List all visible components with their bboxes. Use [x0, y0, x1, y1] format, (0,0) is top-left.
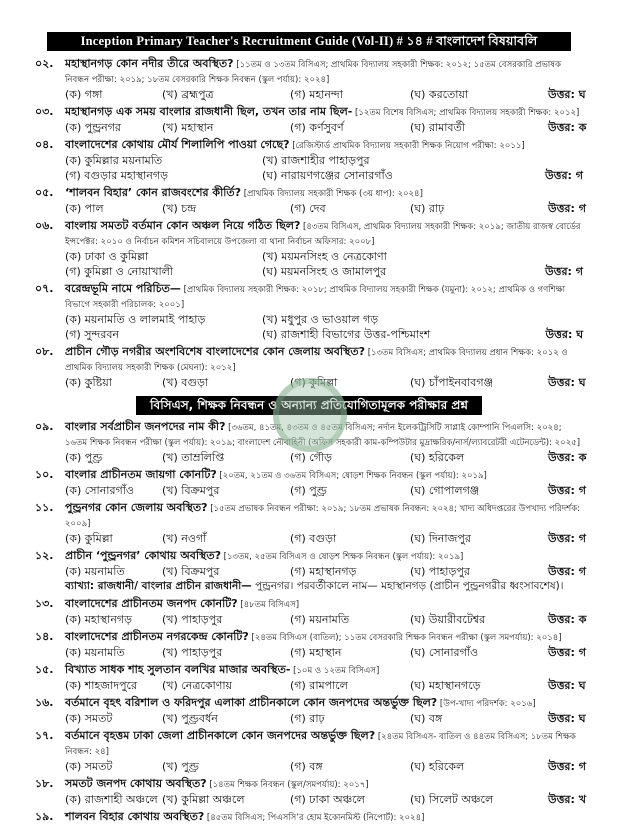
- options-group: [65, 564, 586, 579]
- question-block: [35, 729, 586, 774]
- option-item: (গ) মহানন্দা: [290, 88, 343, 101]
- explanation-label: ব্যাখ্যা: রাজধানী/ বাংলার প্রাচীন রাজধানী—: [65, 580, 252, 592]
- question-exam-ref: [প্রাথমিক বিদ্যালয় সহকারী শিক্ষক (৩য় ধাপ): ২০২৪]: [241, 189, 423, 199]
- option-item: (গ) রামপালে: [290, 679, 348, 692]
- question-text: বর্তমানে বৃহত্তম ঢাকা জেলা প্রাচীনকালে কোন জনপদের অন্তর্ভুক্ত ছিল?: [65, 729, 376, 742]
- option-row: [65, 375, 586, 390]
- question-line: [35, 105, 583, 120]
- option-item: (খ) কুমিল্লা অঞ্চলে: [162, 793, 245, 806]
- question-body: [65, 777, 583, 792]
- option-item: (ক) সমতট: [65, 712, 113, 725]
- question-block: [35, 597, 587, 627]
- question-body: [65, 630, 583, 645]
- question-list: [35, 57, 587, 825]
- option-item: (ক) পুন্ড্রনগর: [65, 121, 121, 134]
- option-item: (ঘ) রাঢ়: [410, 202, 445, 215]
- question-block: [35, 105, 587, 135]
- option-row: [65, 264, 583, 279]
- option-item: (গ) বগুড়া: [290, 532, 337, 545]
- option-row: [65, 312, 583, 327]
- question-body: [65, 420, 583, 450]
- answer-value: উত্তর: ক: [548, 121, 587, 134]
- option-item: (ঘ) রাজশাহী বিভাগের উত্তর-পশ্চিমাংশ: [262, 328, 431, 341]
- options-group: [65, 678, 586, 693]
- answer-value: উত্তর: ঘ: [548, 679, 586, 692]
- question-body: [65, 729, 583, 759]
- question-body: [65, 468, 583, 483]
- question-block: [35, 501, 586, 546]
- question-text: প্রাচীন ‘পুন্ড্রনগর’ কোথায় অবস্থিত?: [65, 549, 221, 562]
- question-body: [65, 549, 583, 564]
- option-item: (গ) বগুড়ার মহাস্থানগড়: [65, 169, 168, 182]
- option-item: (গ) ঢাকা অঞ্চলে: [290, 793, 365, 806]
- option-item: (খ) বিক্রমপুর: [162, 484, 220, 497]
- question-block: [35, 663, 586, 693]
- option-item: (ঘ) সিলেট অঞ্চলে: [410, 793, 494, 806]
- question-number: ১৯.: [35, 810, 54, 823]
- option-row: [65, 450, 587, 465]
- answer-value: উত্তর: গ: [548, 760, 586, 773]
- question-line: [35, 468, 583, 483]
- question-body: [65, 501, 583, 531]
- option-row: [65, 612, 587, 627]
- option-item: (খ) মধুপুর ও ভাওয়াল গড়: [262, 313, 379, 326]
- option-row: [65, 759, 586, 774]
- question-body: [65, 219, 583, 249]
- question-exam-ref: [২৪তম বিসিএস (বাতিল); ১১তম বেসরকারি শিক্ষক নিবন্ধন পরীক্ষা (স্কুল সমপর্যায়): ২০১৪]: [248, 633, 562, 643]
- question-number: ০৯.: [35, 420, 54, 433]
- question-text: বর্তমানে বৃহৎ বরিশাল ও ফরিদপুর এলাকা প্রাচীনকালে কোন জনপদের অন্তর্ভুক্ত ছিল?: [65, 696, 438, 709]
- question-number: ১৩.: [35, 597, 54, 610]
- option-item: (ঘ) পাহাড়পুর: [410, 565, 470, 578]
- option-row: [65, 153, 583, 168]
- option-item: (ক) মহাস্থানগড়: [65, 613, 132, 626]
- question-body: [65, 105, 583, 120]
- question-exam-ref: [উপ-খাদ্য পরিদর্শক: ২০১৬]: [437, 699, 536, 709]
- question-number: ০৩.: [35, 105, 54, 118]
- option-item: (ক) শাহজাদপুরে: [65, 679, 138, 692]
- option-item: (ঘ) সোনারগাঁও: [410, 646, 479, 659]
- question-line: [35, 729, 583, 759]
- options-group: [65, 711, 586, 726]
- question-body: [65, 597, 583, 612]
- option-item: (গ) কর্ণসুবর্ণ: [290, 121, 344, 134]
- question-body: [65, 663, 583, 678]
- answer-value: উত্তর: ক: [548, 613, 587, 626]
- section-header-row: [35, 394, 583, 415]
- question-exam-ref: [১০ম ও ১২তম বিসিএস]: [290, 666, 380, 676]
- option-item: (গ) মহাস্থানগড়: [290, 565, 357, 578]
- question-line: [35, 138, 583, 153]
- answer-value: উত্তর: ঘ: [548, 712, 586, 725]
- question-exam-ref: [১২তম বিশেষ বিসিএস; প্রাথমিক বিদ্যালয় সহকারী শিক্ষক: ২০১২]: [352, 108, 580, 118]
- question-text: সমতট জনপদ কোথায় অবস্থিত?: [65, 777, 207, 790]
- option-item: (গ) গৌড়: [290, 451, 332, 464]
- option-item: (গ) সুন্দরবন: [65, 328, 120, 341]
- question-body: [65, 810, 583, 825]
- option-item: (ক) ময়নামতি: [65, 565, 125, 578]
- option-item: (খ) বগুড়া: [162, 376, 209, 389]
- option-item: (ঘ) নারায়ণগঞ্জের সোনারগাঁও: [262, 169, 393, 182]
- question-number: ০৪.: [35, 138, 54, 151]
- option-row: [65, 531, 586, 546]
- question-number: ০৭.: [35, 282, 54, 295]
- answer-value: উত্তর: গ: [548, 646, 586, 659]
- question-text: বাংলায় সমতট বর্তমান কোন অঞ্চল নিয়ে গঠিত ছিল?: [65, 219, 301, 232]
- question-line: [35, 810, 583, 825]
- option-item: (গ) বঙ্গ: [290, 760, 323, 773]
- page-title: Inception Primary Teacher's Recruitment Guide (Vol-II) # ১৪ # বাংলাদেশ বিষয়াবলি: [47, 32, 571, 51]
- question-text: বিখ্যাত সাধক শাহ সুলতান বলখির মাজার অবস্থিত-: [65, 663, 291, 676]
- question-block: [35, 345, 586, 390]
- question-number: ০৫.: [35, 186, 54, 199]
- question-body: [65, 138, 583, 153]
- question-text: শালবন বিহার কোথায় অবস্থিত?: [65, 810, 205, 823]
- option-item: (ঘ) বঙ্গ: [410, 712, 443, 725]
- option-row: [65, 201, 586, 216]
- options-group: [65, 759, 586, 774]
- question-number: ১২.: [35, 549, 54, 562]
- question-block: [35, 138, 583, 183]
- question-exam-ref: [১৫তম প্রভাষক নিবন্ধন পরীক্ষা: ২০১৯; ১৮তম প্রভাষক নিবন্ধন: ২০২৪; খাদ্য অধিদপ্তরের উপখাদ্য পরিদর্শক: ২০০৯]: [65, 504, 580, 529]
- options-group: [65, 153, 583, 183]
- question-exam-ref: [৪৮তম বিসিএস]: [237, 600, 300, 610]
- question-line: [35, 219, 583, 249]
- options-group: [65, 249, 583, 279]
- option-item: (গ) মহাস্থান: [290, 646, 342, 659]
- answer-value: উত্তর: ঘ: [548, 88, 586, 101]
- option-row: [65, 564, 586, 579]
- question-text: প্রাচীন গৌড় নগরীর অংশবিশেষ বাংলাদেশের কোন জেলায় অবস্থিত?: [65, 345, 365, 358]
- question-line: [35, 696, 583, 711]
- option-item: (ঘ) ময়মনসিংহ ও জামালপুর: [262, 265, 387, 278]
- option-row: [65, 678, 586, 693]
- question-block: [35, 57, 586, 102]
- question-line: [35, 420, 583, 450]
- option-item: (ক) কুষ্টিয়া: [65, 376, 112, 389]
- option-item: (খ) রাজশাহীর পাহাড়পুর: [262, 154, 370, 167]
- option-item: (ঘ) করতোয়া: [410, 88, 469, 101]
- question-block: [35, 777, 586, 807]
- answer-value: উত্তর: খ: [548, 793, 586, 806]
- option-item: (ক) পাল: [65, 202, 104, 215]
- explanation-text: পুন্ড্রনগর। পরবর্তীকালে নাম— মহাস্থানগড় (প্রাচীন পুন্ড্রনগরীর ধ্বংসাবশেষ)।: [251, 580, 564, 592]
- option-item: (গ) রাঢ়: [290, 712, 325, 725]
- options-group: [65, 645, 586, 660]
- question-text: বাংলার প্রাচীনতম জায়গা কোনটি?: [65, 468, 217, 481]
- question-exam-ref: [২০তম, ২১তম ও ৩৬তম বিসিএস; ষোড়শ শিক্ষক নিবন্ধন (স্কুল পর্যায়): ২০১৯]: [216, 471, 487, 481]
- option-item: (ক) সমতট: [65, 760, 113, 773]
- option-item: (গ) ময়নামতি: [290, 613, 350, 626]
- question-body: [65, 282, 583, 312]
- question-text: পুন্ড্রনগর কোন জেলায় অবস্থিত?: [65, 501, 208, 514]
- options-group: [65, 201, 586, 216]
- option-item: (ক) ঢাকা ও কুমিল্লা: [65, 250, 149, 263]
- question-number: ১৪.: [35, 630, 54, 643]
- question-text: বাংলাদেশের প্রাচীনতম জনপদ কোনটি?: [65, 597, 238, 610]
- answer-value: উত্তর: গ: [548, 532, 586, 545]
- question-line: [35, 630, 583, 645]
- question-block: [35, 219, 583, 279]
- option-row: [65, 483, 586, 498]
- question-line: [35, 549, 583, 564]
- option-item: (গ) কুমিল্লা ও নোয়াখালী: [65, 265, 173, 278]
- option-item: (খ) পুণ্ড্র: [162, 760, 199, 773]
- option-item: (ক) কুমিল্লা: [65, 532, 113, 545]
- option-item: (খ) পাহাড়পুর: [162, 613, 223, 626]
- option-item: (ঘ) হরিকেল: [410, 451, 465, 464]
- option-row: [65, 249, 583, 264]
- question-line: [35, 282, 583, 312]
- question-line: [35, 663, 583, 678]
- question-number: ১৭.: [35, 729, 54, 742]
- option-item: (খ) নেত্রকোণায়: [162, 679, 233, 692]
- question-text: মহাস্থানগড় এক সময় বাংলার রাজধানী ছিল, তখন তার নাম ছিল-: [65, 105, 353, 118]
- question-text: বাংলাদেশের কোথায় মৌর্য শিলালিপি পাওয়া গেছে?: [65, 138, 290, 151]
- option-item: (গ) কুমিল্লা: [290, 376, 338, 389]
- option-item: (খ) ব্রহ্মপুত্র: [162, 88, 214, 101]
- question-exam-ref: [১৩তম, ২৫তম বিসিএস ও ষোড়শ শিক্ষক নিবন্ধন (স্কুল পর্যায়): ২০১৯]: [220, 552, 464, 562]
- question-number: ১৮.: [35, 777, 54, 790]
- option-item: (ঘ) গোপালগঞ্জ: [410, 484, 480, 497]
- options-group: [65, 120, 587, 135]
- question-line: [35, 186, 583, 201]
- option-row: [65, 645, 586, 660]
- option-item: (খ) বিক্রমপুর: [162, 565, 220, 578]
- option-row: [65, 711, 586, 726]
- question-text: মহাস্থানগড় কোন নদীর তীরে অবস্থিত?: [65, 57, 234, 70]
- question-block: [35, 420, 587, 465]
- option-item: (ঘ) চাঁপাইনবাবগঞ্জ: [410, 376, 493, 389]
- question-line: [35, 345, 583, 375]
- answer-value: উত্তর: ঘ: [545, 328, 583, 341]
- question-number: ০৬.: [35, 219, 54, 232]
- question-exam-ref: [৩৬তম, ৪১তম, ৪৩তম ও ৪৫তম বিসিএস; নর্দান ইলেকট্রিসিটি সাপ্লাই কোম্পানি পিএলসি: ২০২৪; ১৬তম শিক্ষক নিবন্ধন পরীক্ষা (স্কুল পর্যায়): ২০১৯; বাংলাদেশ নৌবাহিনী (অফিস সহকারী কাম-কম্পিউটার মুদ্রাক্ষরিক/নার্স/ল্যাবরেটরী এটেনডেন্ট): ২০২৫]: [65, 423, 581, 448]
- option-item: (খ) পাহাড়পুর: [162, 646, 223, 659]
- option-item: (খ) চন্দ্র: [162, 202, 197, 215]
- options-group: [65, 312, 583, 342]
- question-exam-ref: [১১তম ও ১৩তম বিসিএস; প্রাথমিক বিদ্যালয় সহকারী শিক্ষক: ২০১২; ১৫তম বেসরকারি প্রভাষক নিবন্ধন পরীক্ষা: ২০১৯; ১৮তম বেসরকারি শিক্ষক নিবন্ধন (স্কুল পর্যায়): ২০২৪]: [65, 60, 561, 85]
- option-item: (ক) কুমিল্লার ময়নামতি: [65, 154, 163, 167]
- question-body: [65, 186, 583, 201]
- question-number: ১১.: [35, 501, 54, 514]
- question-block: [35, 810, 583, 825]
- options-group: [65, 375, 586, 390]
- question-number: ০৮.: [35, 345, 54, 358]
- answer-value: উত্তর: ঘ: [548, 376, 586, 389]
- question-exam-ref: [১৩তম বিসিএস; প্রাথমিক বিদ্যালয় প্রধান শিক্ষক: ২০১২ ও প্রাথমিক বিদ্যালয় সহকারী শিক্ষক (মেঘনা): ২০১২]: [65, 348, 568, 373]
- question-exam-ref: [৪৫তম বিসিএস; পিএসসি’র হোম ইকোনমিস্ট (নিপোর্ট): ২০২৪]: [204, 813, 425, 823]
- option-item: (খ) নওগাঁ: [162, 532, 207, 545]
- option-row: [65, 168, 583, 183]
- question-line: [35, 777, 583, 792]
- option-item: (খ) ময়মনসিংহ ও নেত্রকোণা: [262, 250, 387, 263]
- question-line: [35, 57, 583, 87]
- question-text: বাংলাদেশের প্রাচীনতম নগরকেন্দ্র কোনটি?: [65, 630, 249, 643]
- option-row: [65, 120, 587, 135]
- option-item: (ক) রাজশাহী অঞ্চলে: [65, 793, 158, 806]
- section-header: বিসিএস, শিক্ষক নিবন্ধন ও অন্যান্য প্রতিযোগিতামূলক পরীক্ষার প্রশ্ন: [136, 396, 482, 415]
- options-group: [65, 87, 586, 102]
- question-block: [35, 282, 583, 342]
- answer-value: উত্তর: গ: [548, 202, 586, 215]
- option-item: (ক) ময়নামতি ও লালমাই পাহাড়: [65, 313, 206, 326]
- question-block: [35, 549, 586, 594]
- option-item: (ক) গঙ্গা: [65, 88, 103, 101]
- option-item: (ক) পুণ্ড্র: [65, 451, 103, 464]
- question-text: বাংলার সর্বপ্রাচীন জনপদের নাম কী?: [65, 420, 226, 433]
- option-item: (গ) পুণ্ড্র: [290, 484, 327, 497]
- option-row: [65, 327, 583, 342]
- option-item: (ঘ) উয়ারীবটেশ্বর: [410, 613, 486, 626]
- options-group: [65, 531, 586, 546]
- answer-value: উত্তর: গ: [548, 565, 586, 578]
- question-number: ১৬.: [35, 696, 54, 709]
- question-block: [35, 630, 586, 660]
- question-exam-ref: [৪৩তম বিসিএস, প্রাথমিক বিদ্যালয় সহকারী শিক্ষক: ২০১৯; জাতীয় রাজস্ব বোর্ডের ইন্সপেক্টর: ২০১০ ও নির্বাচন কমিশন সচিবালয়ে উপজেলা বা থানা নির্বাচন অফিসার: ২০০৮]: [65, 222, 581, 247]
- option-item: (ক) সোনারগাঁও: [65, 484, 134, 497]
- option-item: (ঘ) মহাস্থানগড়ে: [410, 679, 481, 692]
- question-exam-ref: [প্রাথমিক বিদ্যালয় সহকারী শিক্ষক: ২০১৮; প্রাথমিক বিদ্যালয় সহকারী শিক্ষক (যমুনা): ২০১২; প্রাথমিক ও গণশিক্ষা বিভাগে সহকারী পরিচালক: ২০০১]: [65, 285, 566, 310]
- question-exam-ref: [রেজিস্টার্ড প্রাথমিক বিদ্যালয় সহকারী শিক্ষক নিয়োগ পরীক্ষা: ২০১১]: [289, 141, 525, 151]
- question-line: [35, 597, 583, 612]
- question-line: [35, 501, 583, 531]
- option-item: (খ) তাম্রলিপ্তি: [162, 451, 225, 464]
- option-item: (খ) মহাস্থান: [162, 121, 214, 134]
- question-text: বরেন্দ্রভূমি নামে পরিচিত—: [65, 282, 181, 295]
- answer-value: উত্তর: গ: [545, 169, 583, 182]
- option-item: (ঘ) হরিকেল: [410, 760, 465, 773]
- question-body: [65, 57, 583, 87]
- options-group: [65, 483, 586, 498]
- options-group: [65, 450, 587, 465]
- option-item: (ঘ) রামাবর্তী: [410, 121, 465, 134]
- answer-value: উত্তর: ক: [548, 451, 587, 464]
- question-block: [35, 468, 586, 498]
- option-item: (খ) পুণ্ড্রবর্ধন: [162, 712, 218, 725]
- question-exam-ref: [২৪তম বিসিএস- বাতিল ও ৪৪তম বিসিএস; ১৮তম শিক্ষক নিবন্ধন: ২৪]: [65, 732, 576, 757]
- option-item: (ঘ) দিনাজপুর: [410, 532, 471, 545]
- question-number: ০২.: [35, 57, 54, 70]
- question-block: [35, 186, 586, 216]
- question-number: ১০.: [35, 468, 54, 481]
- answer-value: উত্তর: গ: [548, 484, 586, 497]
- options-group: [65, 612, 587, 627]
- question-body: [65, 345, 583, 375]
- question-block: [35, 696, 586, 726]
- question-text: ‘শালবন বিহার’ কোন রাজবংশের কীর্তি?: [65, 186, 242, 199]
- question-exam-ref: [১৪তম শিক্ষক নিবন্ধন (স্কুল/সমপর্যায়): ২০১৭]: [206, 780, 369, 790]
- explanation: [65, 579, 583, 594]
- option-item: (ক) ময়নামতি: [65, 646, 125, 659]
- question-body: [65, 696, 583, 711]
- question-number: ১৫.: [35, 663, 54, 676]
- answer-value: উত্তর: গ: [545, 265, 583, 278]
- option-item: (গ) দেব: [290, 202, 326, 215]
- option-row: [65, 87, 586, 102]
